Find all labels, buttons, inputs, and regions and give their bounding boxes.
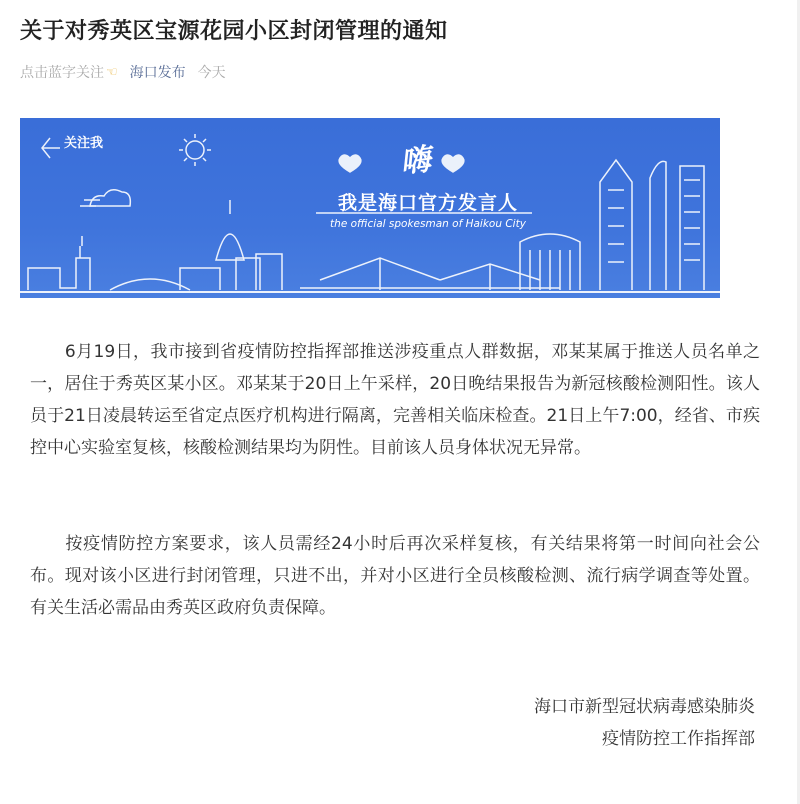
publish-time: 今天: [197, 65, 226, 81]
arrow-logo-icon: [42, 138, 60, 158]
heart-icon: [442, 155, 464, 172]
heart-icon: [339, 155, 361, 172]
article-paragraph-2: 按疫情防控方案要求，该人员需经24小时后再次采样复核，有关结果将第一时间向社会公布。现对该小区进行封闭管理，只进不出，并对小区进行全员核酸检测、流行病学调查等处置。有关生活必需品由秀英区政府负责保障。: [30, 534, 760, 618]
banner-hi-text: 嗨: [398, 142, 433, 181]
follow-me-badge: 关注我: [64, 136, 104, 151]
cloud-icon: [90, 190, 130, 206]
sun-icon: [186, 141, 204, 159]
account-name-link[interactable]: 海口发布: [129, 65, 186, 81]
header-banner: [20, 118, 720, 298]
signature-department: 疫情防控工作指挥部: [602, 729, 755, 749]
article-paragraph-1: 6月19日，我市接到省疫情防控指挥部推送涉疫重点人群数据，邓某某属于推送人员名单之一，居住于秀英区某小区。邓某某于20日上午采样，20日晚结果报告为新冠核酸检测阳性。该人员于21日凌晨转运至省定点医疗机构进行隔离，完善相关临床检查。21日上午7:00，经省、市疾控中心实验室复核，核酸检测结果均为阴性。目前该人员身体状况无异常。: [30, 342, 760, 458]
article-meta: [20, 62, 226, 82]
banner-slogan: 我是海口官方发言人: [337, 192, 518, 214]
banner-slogan-english: the official spokesman of Haikou City: [330, 218, 526, 230]
follow-hint[interactable]: 点击蓝字关注: [20, 65, 104, 81]
pointing-hand-icon: ☜: [106, 64, 118, 80]
article-title: 关于对秀英区宝源花园小区封闭管理的通知: [20, 19, 448, 44]
signature-organization: 海口市新型冠状病毒感染肺炎: [534, 697, 755, 717]
